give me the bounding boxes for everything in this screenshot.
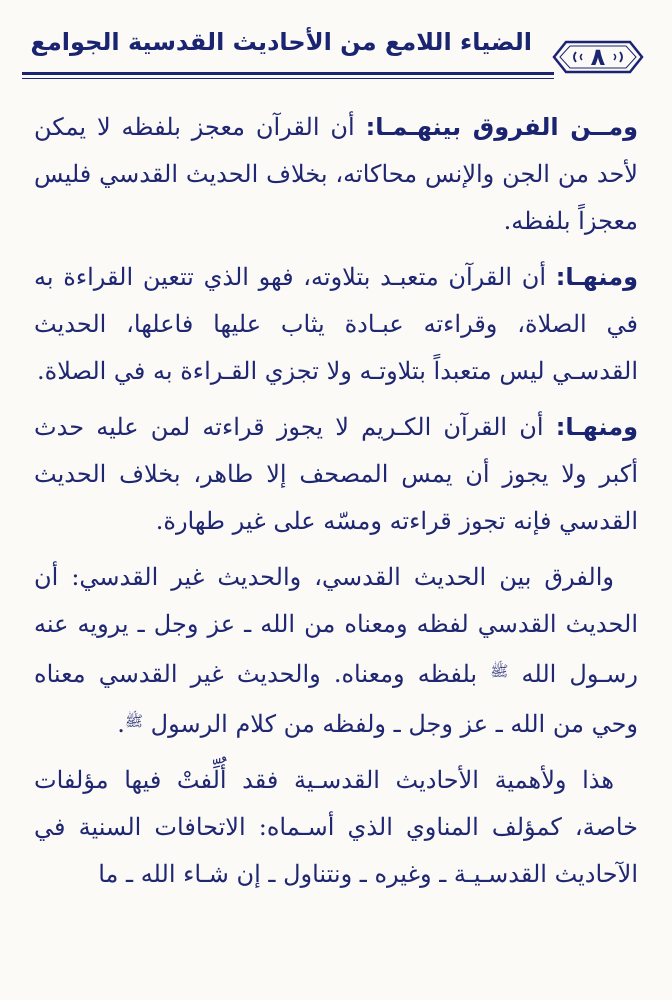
paragraph-text: والفرق بين الحديث القدسي، والحديث غير القدسي: أن الحديث القدسي لفظه ومعناه من الله ـ عز وجل ـ يرويه عنه رسـول الله	[34, 563, 638, 688]
paragraph-lead: ومنهـا:	[555, 263, 638, 291]
paragraph-text: أن القرآن الكـريم لا يجوز قراءته لمن عليه حدث أكبر ولا يجوز أن يمس المصحف إلا طاهر، بخلاف الحديث القدسي فإنه تجوز قراءته ومسّه على غير طهارة.	[34, 413, 638, 535]
paragraph-lead: ومــن الفروق بينهـمـا:	[365, 113, 638, 141]
header-rule	[22, 72, 554, 75]
page-number-ornament	[546, 28, 650, 86]
header-rule-thin	[22, 78, 554, 79]
paragraph-1	[34, 104, 638, 245]
paragraph-2	[34, 254, 638, 395]
paragraph-lead: ومنهـا:	[555, 413, 638, 441]
paragraph-4	[34, 554, 638, 748]
paragraph-3	[34, 404, 638, 545]
page-body	[34, 104, 638, 907]
running-title: الضياء اللامع من الأحاديث القدسية الجوامع	[30, 28, 532, 56]
page-number: ٨	[590, 43, 606, 71]
paragraph-text: .	[117, 710, 125, 738]
paragraph-text: بلفظه ومعناه. والحديث غير القدسي معناه وحي من الله ـ عز وجل ـ ولفظه من كلام الرسول	[34, 660, 638, 738]
paragraph-text: أن القرآن معجز بلفظه لا يمكن لأحد من الجن والإنس محاكاته، بخلاف الحديث القدسي فليس معجزاً بلفظه.	[34, 113, 638, 235]
salawat-glyph: ﷺ	[490, 662, 509, 680]
paragraph-text: هذا ولأهمية الأحاديث القدسـية فقد أُلِّفتْ فيها مؤلفات خاصة، كمؤلف المناوي الذي أسـماه: الاتحافات السنية في الآحاديث القدسـيـة ـ وغيره ـ ونتناول ـ إن شـاء الله ـ ما	[34, 766, 638, 888]
paragraph-5	[34, 757, 638, 898]
paragraph-text: أن القرآن متعبـد بتلاوته، فهو الذي تتعين القراءة به في الصلاة، وقراءته عبـادة يثاب عليها فاعلها، الحديث القدسـي ليس متعبداً بتلاوتـه ولا تجزي القـراءة به في الصلاة.	[34, 263, 638, 385]
page-header	[22, 20, 650, 92]
salawat-glyph: ﷺ	[124, 712, 143, 730]
